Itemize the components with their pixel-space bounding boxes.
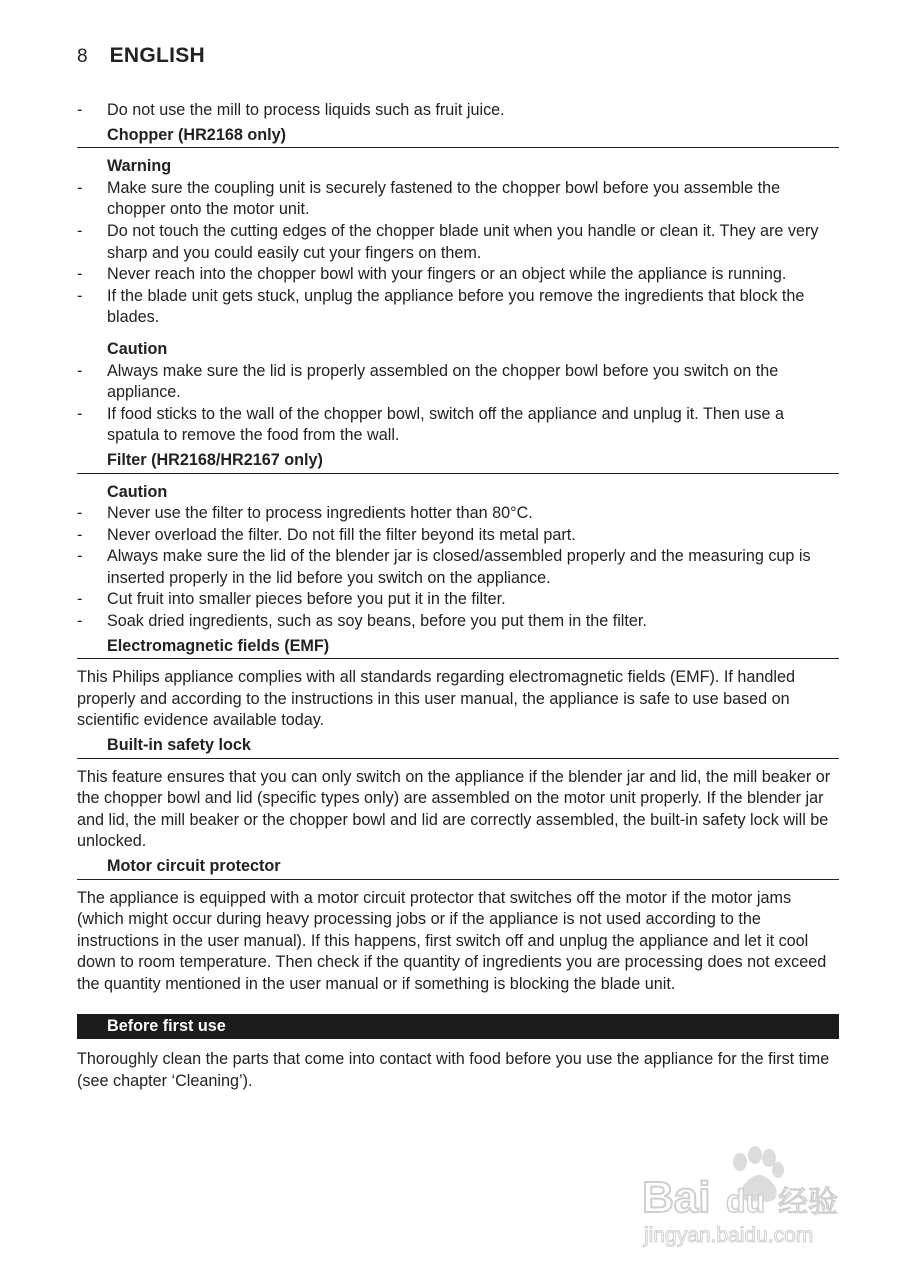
list-item [77,525,839,547]
list-item [77,178,839,221]
language-title: ENGLISH [109,44,206,67]
list-item-text: Cut fruit into smaller pieces before you put it in the filter. [107,590,506,609]
list-item [77,361,839,404]
chapter-heading-before-first-use: Before first use [77,1014,839,1040]
bullet-dash: - [77,286,83,305]
section-heading-motor-protector: Motor circuit protector [77,854,839,880]
bullet-dash: - [77,101,83,119]
page-content [77,100,839,1092]
bullet-dash: - [77,265,83,284]
bullet-dash: - [77,361,83,380]
paragraph-before-first-use: Thoroughly clean the parts that come into contact with food before you use the appliance for the first time (see chapter ‘Cleaning’). [77,1050,830,1090]
caution-heading: Caution [107,339,168,358]
bullet-dash: - [77,547,83,566]
baidu-watermark-logo [640,1140,870,1250]
page-number: 8 [77,46,88,67]
warning-heading: Warning [107,157,172,176]
section-heading-chopper: Chopper (HR2168 only) [77,123,839,149]
list-item [77,546,839,589]
bullet-dash: - [77,404,83,423]
list-item-text: If the blade unit gets stuck, unplug the appliance before you remove the ingredients that block the blades. [107,286,805,327]
list-item [77,100,839,122]
svg-text:经验: 经验 [778,1185,838,1220]
section-heading-safety-lock: Built-in safety lock [77,733,839,759]
bullet-dash: - [77,612,83,631]
list-item [77,503,839,525]
bullet-dash: - [77,525,83,544]
bullet-dash: - [77,504,83,523]
section-heading-filter: Filter (HR2168/HR2167 only) [77,448,839,474]
list-item [77,286,839,329]
svg-text:Bai: Bai [642,1173,711,1222]
list-item [77,264,839,286]
list-item-text: Never use the filter to process ingredients hotter than 80°C. [107,504,533,523]
list-item-text: Do not use the mill to process liquids such as fruit juice. [107,101,505,119]
list-item-text: Always make sure the lid is properly assembled on the chopper bowl before you switch on the appliance. [107,361,779,402]
svg-text:jingyan.baidu.com: jingyan.baidu.com [644,1224,814,1247]
list-item [77,611,839,633]
bullet-dash: - [77,590,83,609]
list-item-text: Do not touch the cutting edges of the chopper blade unit when you handle or clean it. They are very sharp and you could easily cut your fingers on them. [107,221,819,262]
list-item-text: Never overload the filter. Do not fill the filter beyond its metal part. [107,525,576,544]
paragraph-emf: This Philips appliance complies with all standards regarding electromagnetic fields (EMF). If handled properly and according to the instructions in this user manual, the appliance is safe to use based on scientific evidence available today. [77,668,795,730]
spacer [77,329,839,339]
page-header [77,44,205,68]
list-item [77,404,839,447]
svg-text:du: du [726,1183,766,1219]
list-item-text: Soak dried ingredients, such as soy beans, before you put them in the filter. [107,612,647,631]
list-item-text: If food sticks to the wall of the chopper bowl, switch off the appliance and unplug it. Then use a spatula to remove the food from the wall. [107,404,784,445]
list-item-text: Always make sure the lid of the blender jar is closed/assembled properly and the measuring cup is inserted properly in the lid before you switch on the appliance. [107,547,811,587]
bullet-dash: - [77,221,83,240]
section-heading-emf: Electromagnetic fields (EMF) [77,634,839,660]
paragraph-motor-protector: The appliance is equipped with a motor circuit protector that switches off the motor if the motor jams (which might occur during heavy processing jobs or if the appliance is not used according to the instructions in the user manual). If this happens, first switch off and unplug the appliance and let it cool down to room temperature. Then check if the quantity of ingredients you are processing does not exceed the quantity mentioned in the user manual or if something is blocking the blade unit. [77,888,827,993]
paragraph-safety-lock: This feature ensures that you can only switch on the appliance if the blender jar and lid, the mill beaker or the chopper bowl and lid (specific types only) are assembled on the motor unit properly. If the blender jar and lid, the mill beaker or the chopper bowl and lid are correctly assembled, the built-in safety lock will be unlocked. [77,767,831,851]
list-item [77,221,839,264]
bullet-dash: - [77,178,83,197]
list-item-text: Never reach into the chopper bowl with your fingers or an object while the appliance is running. [107,265,787,284]
caution-heading: Caution [107,482,168,501]
list-item [77,589,839,611]
list-item-text: Make sure the coupling unit is securely fastened to the chopper bowl before you assemble the chopper onto the motor unit. [107,178,781,219]
